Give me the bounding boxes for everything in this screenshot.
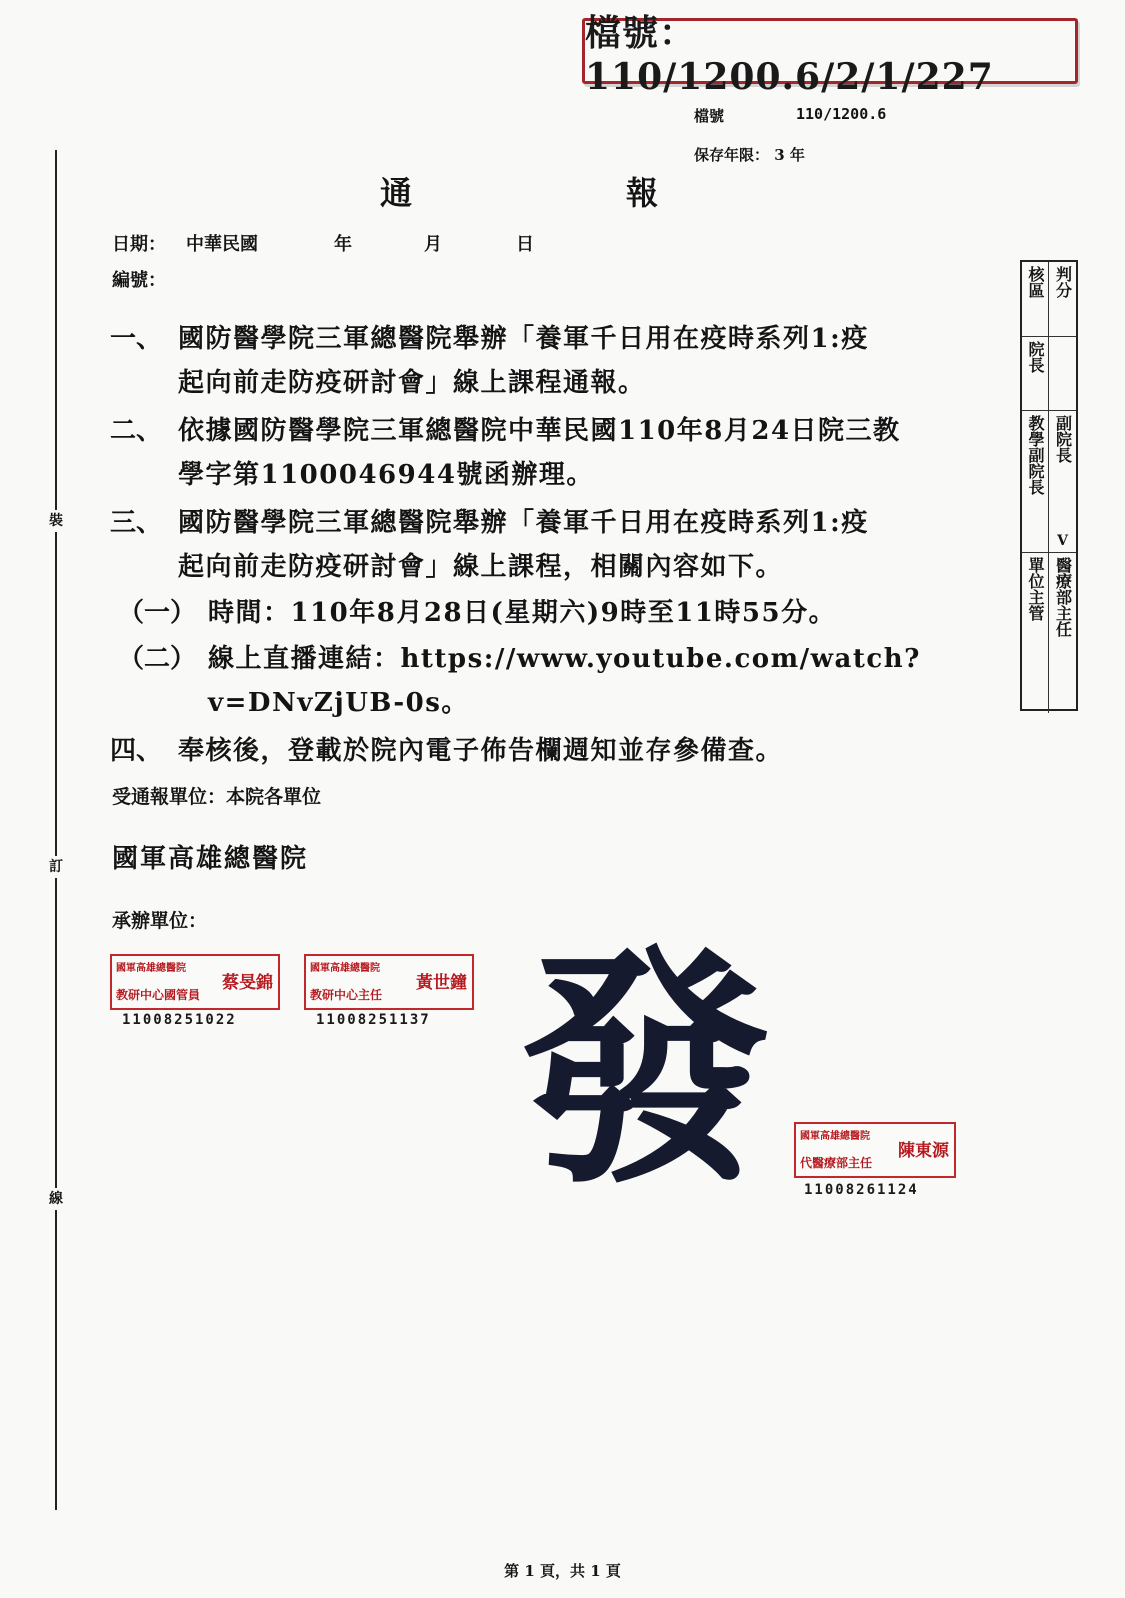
approval-cell-r1c1: [1022, 262, 1049, 337]
file-value: 110/1200.6: [796, 105, 887, 123]
item-3-line-1: 國防醫學院三軍總醫院舉辦「養軍千日用在疫時系列1:疫: [178, 508, 869, 538]
binding-mark-zhuang: 裝: [46, 510, 66, 532]
date-era: 中華民國: [186, 234, 258, 255]
item-3-number: 三、: [110, 508, 163, 538]
stamp-1-org: 國軍高雄總醫院: [116, 963, 186, 974]
date-year: 年: [334, 234, 352, 255]
file-number-text: 檔號：110/1200.6/2/1/227: [585, 11, 994, 98]
stamp-1-signature: 蔡旻錦: [222, 973, 273, 993]
approval-cell-r2c2: [1049, 337, 1076, 411]
approval-text-r1c1: 核區: [1026, 266, 1045, 298]
stamp-3-org: 國軍高雄總醫院: [800, 1131, 870, 1142]
date-day: 日: [516, 234, 534, 255]
handler-label: 承辦單位：: [112, 910, 208, 932]
stamp-1-role: 教研中心國管員: [116, 988, 201, 1002]
approval-cell-r3c1: [1022, 411, 1049, 553]
retention-period: 保存年限： 3 年: [694, 146, 805, 164]
approval-cell-r3c2: [1049, 411, 1076, 553]
approval-text-r4c1: 單位主管: [1026, 557, 1045, 621]
serial-label: 編號：: [112, 270, 166, 291]
sub-item-1-line-1: 時間：110年8月28日(星期六)9時至11時55分。: [208, 598, 837, 628]
approval-text-r2c1: 院長: [1026, 341, 1045, 373]
approval-cell-r4c1: [1022, 553, 1049, 713]
item-4-number: 四、: [110, 736, 163, 766]
hospital-name: 國軍高雄總醫院: [112, 844, 309, 874]
item-1-number: 一、: [110, 324, 163, 354]
approval-text-r3c2: 副院長: [1053, 415, 1073, 463]
page-number: 第 1 頁，共 1 頁: [504, 1562, 621, 1580]
approval-text-r1c2: 判分: [1053, 266, 1073, 298]
stamp-2-org: 國軍高雄總醫院: [310, 963, 380, 974]
stamp-2-id: 11008251137: [316, 1012, 431, 1028]
stamp-staff-3: [794, 1122, 956, 1178]
item-3-line-2: 起向前走防疫研討會」線上課程，相關內容如下。: [178, 552, 784, 582]
title-char-1: 通: [380, 174, 415, 212]
approval-text-r3c1: 教學副院長: [1026, 415, 1045, 495]
stamp-staff-2: [304, 954, 474, 1010]
stamp-staff-1: [110, 954, 280, 1010]
binding-line: [55, 150, 57, 1510]
recipient-units: 受通報單位：本院各單位: [112, 786, 322, 808]
stamp-2-role: 教研中心主任: [310, 988, 383, 1002]
item-2-line-2: 學字第1100046944號函辦理。: [178, 460, 594, 490]
item-2-line-1: 依據國防醫學院三軍總醫院中華民國110年8月24日院三教: [178, 416, 901, 446]
approval-text-r4c2: 醫療部主任: [1053, 557, 1073, 637]
file-number-box: [582, 11, 1078, 98]
file-label: 檔號: [694, 107, 725, 125]
stamp-3-role: 代醫療部主任: [800, 1156, 873, 1170]
approval-cell-r4c2: [1049, 553, 1076, 713]
sub-item-1-number: （一）: [118, 598, 197, 628]
sub-item-2-number: （二）: [118, 644, 197, 674]
item-1-line-1: 國防醫學院三軍總醫院舉辦「養軍千日用在疫時系列1:疫: [178, 324, 869, 354]
issue-character: 發: [520, 923, 770, 1217]
date-month: 月: [424, 234, 442, 255]
date-label: 日期：: [112, 234, 166, 255]
stamp-2-signature: 黃世鐘: [416, 973, 467, 993]
title-char-2: 報: [625, 174, 660, 212]
document-title: [380, 168, 660, 214]
stamp-3-id: 11008261124: [804, 1182, 919, 1198]
approval-cell-r2c1: [1022, 337, 1049, 411]
sub-item-2-line-1: 線上直播連結：https://www.youtube.com/watch?: [208, 644, 921, 674]
item-2-number: 二、: [110, 416, 163, 446]
item-4-text: 奉核後，登載於院內電子佈告欄週知並存參備查。: [178, 736, 784, 766]
approval-table: [1020, 260, 1078, 711]
item-1-line-2: 起向前走防疫研討會」線上課程通報。: [178, 368, 646, 398]
binding-mark-xian: 線: [46, 1188, 66, 1210]
approval-cell-r1c2: [1049, 262, 1076, 337]
approval-check-mark: V: [1057, 533, 1068, 549]
stamp-3-signature: 陳東源: [898, 1141, 949, 1161]
binding-mark-ding: 訂: [46, 856, 66, 878]
sub-item-2-line-2: v=DNvZjUB-0s。: [208, 688, 469, 718]
stamp-1-id: 11008251022: [122, 1012, 237, 1028]
